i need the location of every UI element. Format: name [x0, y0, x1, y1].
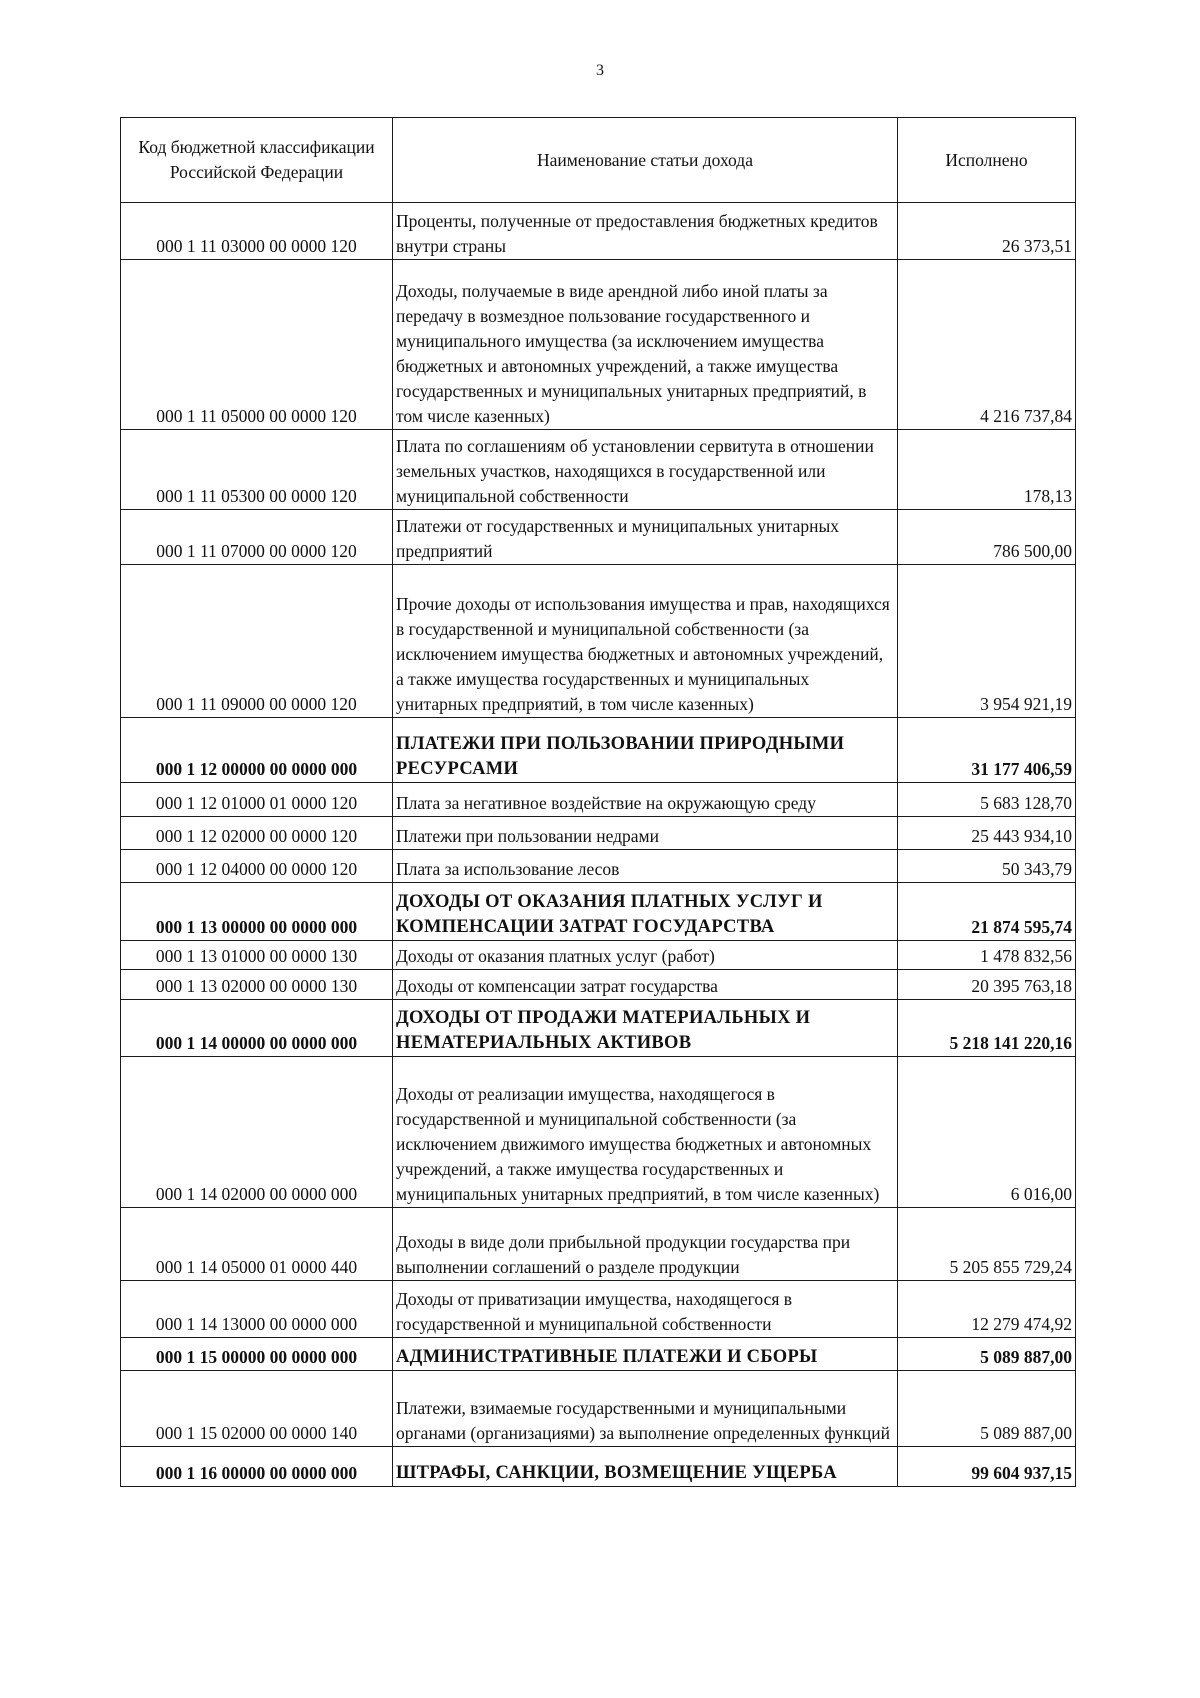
- cell-code: 000 1 14 00000 00 0000 000: [121, 1000, 393, 1057]
- revenue-table: [120, 117, 1076, 1487]
- cell-name: Доходы от реализации имущества, находящегося в государственной и муниципальной собственности (за исключением движимого имущества бюджетных и автономных учреждений, а также имущества государственных и муниципальных унитарных предприятий, в том числе казенных): [393, 1057, 898, 1208]
- cell-sum: 5 089 887,00: [898, 1338, 1076, 1371]
- cell-sum: 21 874 595,74: [898, 883, 1076, 941]
- cell-code: 000 1 11 03000 00 0000 120: [121, 203, 393, 260]
- cell-code: 000 1 12 01000 01 0000 120: [121, 783, 393, 817]
- cell-name: Доходы от компенсации затрат государства: [393, 970, 898, 1000]
- table-row: [121, 1281, 1076, 1338]
- cell-name: ДОХОДЫ ОТ ПРОДАЖИ МАТЕРИАЛЬНЫХ И НЕМАТЕРИАЛЬНЫХ АКТИВОВ: [393, 1000, 898, 1057]
- cell-name: Доходы от оказания платных услуг (работ): [393, 941, 898, 970]
- cell-code: 000 1 12 02000 00 0000 120: [121, 817, 393, 850]
- cell-sum: 3 954 921,19: [898, 565, 1076, 718]
- cell-sum: 178,13: [898, 430, 1076, 510]
- cell-sum: 5 205 855 729,24: [898, 1208, 1076, 1281]
- cell-sum: 99 604 937,15: [898, 1447, 1076, 1487]
- cell-sum: 25 443 934,10: [898, 817, 1076, 850]
- cell-sum: 50 343,79: [898, 850, 1076, 883]
- cell-sum: 20 395 763,18: [898, 970, 1076, 1000]
- cell-sum: 6 016,00: [898, 1057, 1076, 1208]
- table-row: [121, 850, 1076, 883]
- table-header-row: [121, 118, 1076, 203]
- table-row: [121, 430, 1076, 510]
- cell-sum: 1 478 832,56: [898, 941, 1076, 970]
- cell-name: Проценты, полученные от предоставления бюджетных кредитов внутри страны: [393, 203, 898, 260]
- cell-sum: 5 089 887,00: [898, 1371, 1076, 1447]
- cell-name: Плата за негативное воздействие на окружающую среду: [393, 783, 898, 817]
- cell-code: 000 1 14 13000 00 0000 000: [121, 1281, 393, 1338]
- cell-name: Доходы от приватизации имущества, находящегося в государственной и муниципальной собственности: [393, 1281, 898, 1338]
- table-row: [121, 1447, 1076, 1487]
- table-row: [121, 817, 1076, 850]
- cell-name: Плата за использование лесов: [393, 850, 898, 883]
- header-name: Наименование статьи дохода: [393, 118, 898, 203]
- table-row: [121, 941, 1076, 970]
- cell-name: Плата по соглашениям об установлении сервитута в отношении земельных участков, находящихся в государственной или муниципальной собственности: [393, 430, 898, 510]
- header-sum: Исполнено: [898, 118, 1076, 203]
- table-row: [121, 203, 1076, 260]
- cell-code: 000 1 14 05000 01 0000 440: [121, 1208, 393, 1281]
- header-code: Код бюджетной классификации Российской Федерации: [121, 118, 393, 203]
- cell-code: 000 1 15 02000 00 0000 140: [121, 1371, 393, 1447]
- cell-code: 000 1 16 00000 00 0000 000: [121, 1447, 393, 1487]
- cell-code: 000 1 13 00000 00 0000 000: [121, 883, 393, 941]
- cell-sum: 786 500,00: [898, 510, 1076, 565]
- revenue-table-body: [121, 118, 1076, 1487]
- table-row: [121, 1208, 1076, 1281]
- table-row: [121, 783, 1076, 817]
- cell-code: 000 1 14 02000 00 0000 000: [121, 1057, 393, 1208]
- cell-sum: 12 279 474,92: [898, 1281, 1076, 1338]
- table-row: [121, 510, 1076, 565]
- cell-code: 000 1 13 02000 00 0000 130: [121, 970, 393, 1000]
- cell-name: Платежи, взимаемые государственными и муниципальными органами (организациями) за выполнение определенных функций: [393, 1371, 898, 1447]
- cell-name: Прочие доходы от использования имущества и прав, находящихся в государственной и муниципальной собственности (за исключением имущества бюджетных и автономных учреждений, а также имущества государственных и муниципальных унитарных предприятий, в том числе казенных): [393, 565, 898, 718]
- cell-name: Доходы, получаемые в виде арендной либо иной платы за передачу в возмездное пользование государственного и муниципального имущества (за исключением имущества бюджетных и автономных учреждений, а также имущества государственных и муниципальных унитарных предприятий, в том числе казенных): [393, 260, 898, 430]
- table-row: [121, 1000, 1076, 1057]
- cell-sum: 26 373,51: [898, 203, 1076, 260]
- cell-name: ДОХОДЫ ОТ ОКАЗАНИЯ ПЛАТНЫХ УСЛУГ И КОМПЕНСАЦИИ ЗАТРАТ ГОСУДАРСТВА: [393, 883, 898, 941]
- cell-sum: 4 216 737,84: [898, 260, 1076, 430]
- cell-name: ПЛАТЕЖИ ПРИ ПОЛЬЗОВАНИИ ПРИРОДНЫМИ РЕСУРСАМИ: [393, 718, 898, 783]
- table-row: [121, 565, 1076, 718]
- cell-code: 000 1 11 05000 00 0000 120: [121, 260, 393, 430]
- cell-name: АДМИНИСТРАТИВНЫЕ ПЛАТЕЖИ И СБОРЫ: [393, 1338, 898, 1371]
- cell-code: 000 1 11 09000 00 0000 120: [121, 565, 393, 718]
- cell-sum: 5 683 128,70: [898, 783, 1076, 817]
- cell-name: Платежи от государственных и муниципальных унитарных предприятий: [393, 510, 898, 565]
- cell-code: 000 1 15 00000 00 0000 000: [121, 1338, 393, 1371]
- table-row: [121, 1057, 1076, 1208]
- table-row: [121, 1371, 1076, 1447]
- cell-code: 000 1 13 01000 00 0000 130: [121, 941, 393, 970]
- table-row: [121, 883, 1076, 941]
- cell-name: Доходы в виде доли прибыльной продукции государства при выполнении соглашений о разделе продукции: [393, 1208, 898, 1281]
- cell-code: 000 1 11 07000 00 0000 120: [121, 510, 393, 565]
- cell-code: 000 1 11 05300 00 0000 120: [121, 430, 393, 510]
- cell-sum: 31 177 406,59: [898, 718, 1076, 783]
- cell-name: ШТРАФЫ, САНКЦИИ, ВОЗМЕЩЕНИЕ УЩЕРБА: [393, 1447, 898, 1487]
- table-row: [121, 718, 1076, 783]
- table-row: [121, 260, 1076, 430]
- cell-code: 000 1 12 04000 00 0000 120: [121, 850, 393, 883]
- cell-code: 000 1 12 00000 00 0000 000: [121, 718, 393, 783]
- cell-name: Платежи при пользовании недрами: [393, 817, 898, 850]
- table-row: [121, 1338, 1076, 1371]
- table-row: [121, 970, 1076, 1000]
- cell-sum: 5 218 141 220,16: [898, 1000, 1076, 1057]
- page-number: 3: [596, 62, 604, 79]
